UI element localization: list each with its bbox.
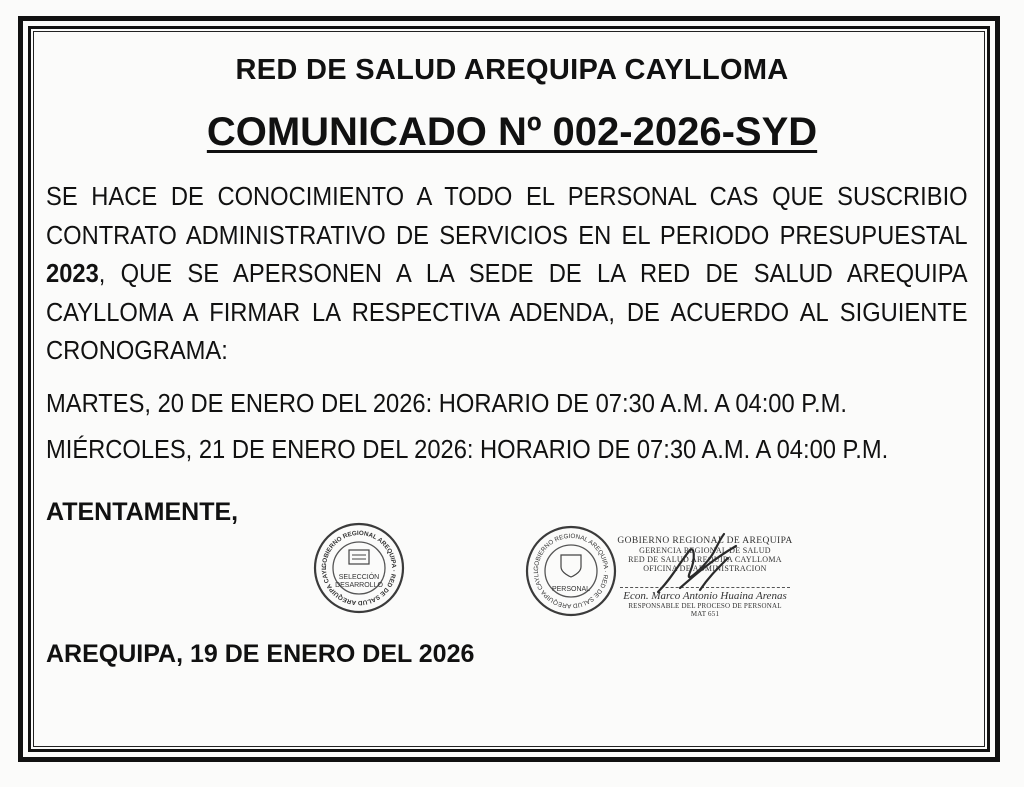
document-title xyxy=(0,110,1024,155)
signatory-id: MAT 651 xyxy=(690,610,720,618)
schedule-line-wednesday: MIÉRCOLES, 21 DE ENERO DEL 2026: HORARIO DE 07:30 A.M. A 04:00 P.M. xyxy=(46,436,889,464)
schedule-line-tuesday: MARTES, 20 DE ENERO DEL 2026: HORARIO DE 07:30 A.M. A 04:00 P.M. xyxy=(46,390,847,418)
personnel-seal xyxy=(525,525,617,617)
paragraph-part-2: , QUE SE APERSONEN A LA SEDE DE LA RED DE SALUD AREQUIPA CAYLLOMA A FIRMAR LA RESPECTIVA ADENDA, DE ACUERDO AL SIGUIENTE CRONOGRAMA: xyxy=(46,260,968,365)
seal-center-text: PERSONAL xyxy=(551,586,591,593)
closing-salutation: ATENTAMENTE, xyxy=(46,498,239,526)
seal-ring-text: GOBIERNO REGIONAL AREQUIPA · RED DE SALUD AREQUIPA CAYLL xyxy=(532,532,610,610)
seal-center-text-2: DESARROLLO xyxy=(335,582,383,589)
signature-line-2: GERENCIA REGIONAL DE SALUD xyxy=(639,546,771,555)
place-and-date: AREQUIPA, 19 DE ENERO DEL 2026 xyxy=(46,640,475,668)
seal-center-text-1: SELECCIÓN xyxy=(338,574,380,581)
seal-graphic xyxy=(525,525,617,617)
seal-ring-text: GOBIERNO REGIONAL AREQUIPA · RED DE SALUD AREQUIPA CAYL xyxy=(320,529,398,607)
paragraph-year: 2023 xyxy=(46,260,99,288)
seal-graphic xyxy=(313,522,405,614)
signature-line-3: RED DE SALUD AREQUIPA CAYLLOMA xyxy=(628,555,782,564)
handwritten-signature xyxy=(650,528,760,600)
selection-development-seal xyxy=(313,522,405,614)
signature-line-4: OFICINA DE ADMINISTRACION xyxy=(643,564,767,573)
organization-heading: RED DE SALUD AREQUIPA CAYLLOMA xyxy=(235,54,789,86)
body-paragraph xyxy=(46,178,968,371)
document-title-text: COMUNICADO Nº 002-2026-SYD xyxy=(206,110,818,154)
paragraph-part-1: SE HACE DE CONOCIMIENTO A TODO EL PERSONAL CAS QUE SUSCRIBIO CONTRATO ADMINISTRATIVO DE SERVICIOS EN EL PERIODO PRESUPUESTAL xyxy=(46,183,968,250)
signature-line-1: GOBIERNO REGIONAL DE AREQUIPA xyxy=(617,536,793,546)
signatory-role: RESPONSABLE DEL PROCESO DE PERSONAL xyxy=(628,602,782,610)
signatory-name: Econ. Marco Antonio Huaina Arenas xyxy=(623,590,787,602)
